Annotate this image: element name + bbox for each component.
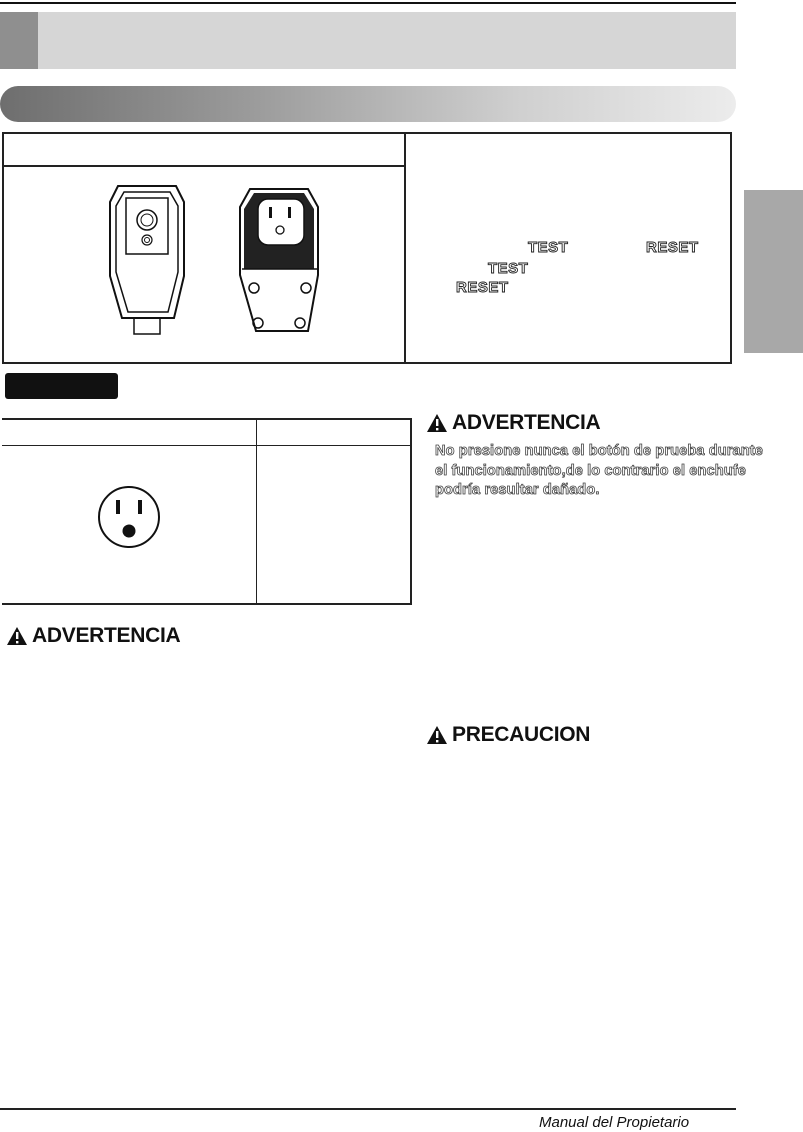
outlet-table-right-edge xyxy=(410,418,412,605)
gfci-plug-front-image xyxy=(232,183,332,343)
footer-title: Manual del Propietario xyxy=(539,1114,690,1131)
outlet-table-top xyxy=(2,418,410,420)
left-warning-heading xyxy=(6,624,180,648)
caution-heading xyxy=(426,723,590,747)
outlet-table-divider xyxy=(256,418,257,605)
right-warning-heading xyxy=(426,411,600,435)
warning-triangle-icon xyxy=(6,626,28,646)
test-label-1: TEST xyxy=(528,239,569,256)
right-warning-text: No presione nunca el botón de prueba durante el funcionamiento,de lo contrario el enchufe podría resultar dañado. xyxy=(435,443,763,498)
black-label-tab xyxy=(5,373,118,399)
caution-title: PRECAUCION xyxy=(452,723,591,746)
footer-rule xyxy=(0,1108,736,1110)
page-header-bar xyxy=(0,12,736,69)
section-title-bar xyxy=(0,86,736,122)
top-rule xyxy=(0,2,736,4)
header-marker xyxy=(0,12,38,69)
left-warning-title: ADVERTENCIA xyxy=(32,624,181,647)
side-index-tab xyxy=(744,190,803,353)
warning-triangle-icon xyxy=(426,413,448,433)
outlet-table-header-line xyxy=(2,445,410,446)
outlet-table-bottom xyxy=(2,603,412,605)
warning-triangle-icon xyxy=(426,725,448,745)
plug-box-divider xyxy=(404,132,406,362)
reset-label-2: RESET xyxy=(456,279,509,296)
reset-label-1: RESET xyxy=(646,239,699,256)
test-label-2: TEST xyxy=(488,260,529,277)
right-warning-title: ADVERTENCIA xyxy=(452,411,601,434)
gfci-plug-side-image xyxy=(100,180,195,340)
wall-outlet-image xyxy=(97,485,161,549)
plug-box-header-line xyxy=(2,165,404,167)
